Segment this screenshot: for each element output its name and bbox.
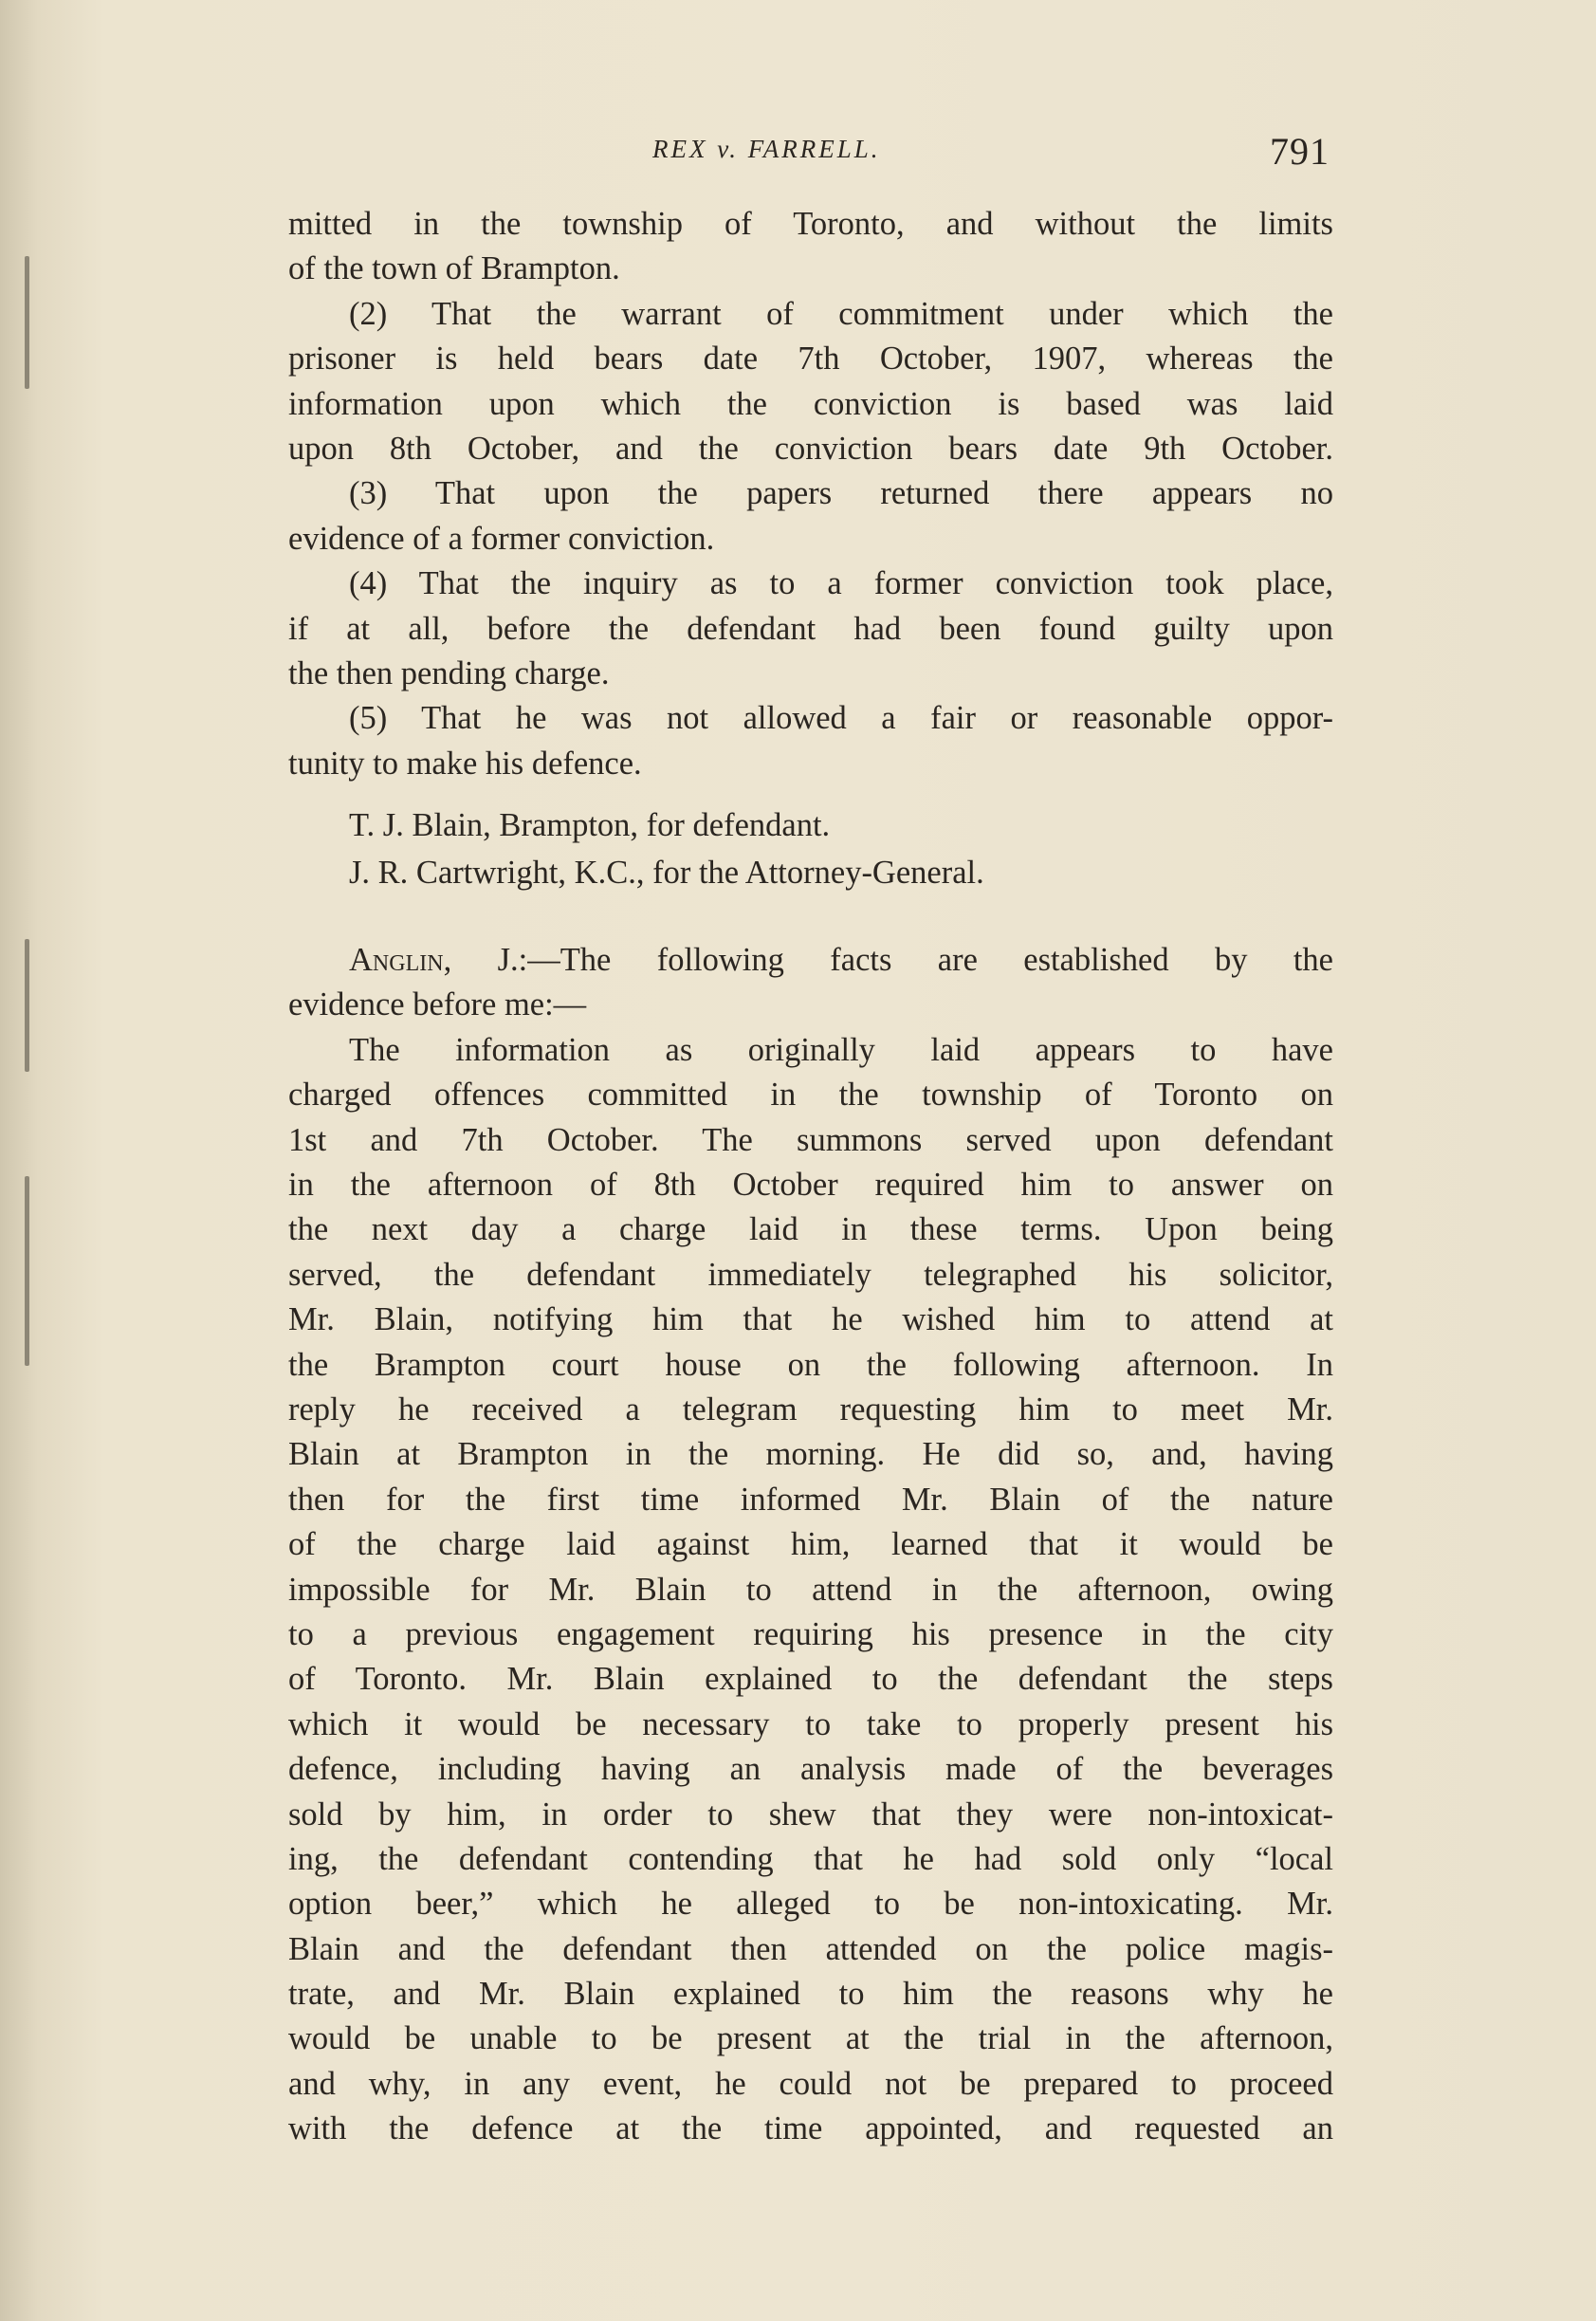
text-line: defence, including having an analysis made of the beverages (288, 1751, 1333, 1788)
text-line: (5) That he was not allowed a fair or reasonable oppor- (349, 700, 1333, 737)
text-line: tunity to make his defence. (288, 745, 642, 782)
text-line: Blain at Brampton in the morning. He did so, and, having (288, 1436, 1333, 1473)
text-line: charged offences committed in the township of Toronto on (288, 1077, 1333, 1114)
text-line: the next day a charge laid in these terms. Upon being (288, 1211, 1333, 1248)
text-line: of the charge laid against him, learned that it would be (288, 1526, 1333, 1563)
counsel-line: J. R. Cartwright, K.C., for the Attorney-General. (349, 855, 984, 892)
text-line: the then pending charge. (288, 654, 610, 691)
text-line: ing, the defendant contending that he had sold only “local (288, 1840, 1333, 1877)
text-line: (4) That the inquiry as to a former conviction took place, (349, 565, 1333, 602)
judgment-intro-text: :—The following facts are established by the (518, 942, 1333, 979)
text-line: the Brampton court house on the following afternoon. In (288, 1346, 1333, 1383)
text-line: evidence of a former conviction. (288, 520, 715, 557)
text-line: The information as originally laid appears to have (349, 1031, 1333, 1068)
text-line: sold by him, in order to shew that they were non-intoxicat- (288, 1796, 1333, 1833)
text-line: to a previous engagement requiring his presence in the city (288, 1615, 1333, 1652)
text-line: then for the first time informed Mr. Blain of the nature (288, 1481, 1333, 1518)
text-line: Blain and the defendant then attended on the police magis- (288, 1930, 1333, 1967)
text-line: served, the defendant immediately telegraphed his solicitor, (288, 1256, 1333, 1293)
text-line: impossible for Mr. Blain to attend in the afternoon, owing (288, 1571, 1333, 1608)
text-line: reply he received a telegram requesting him to meet Mr. (288, 1391, 1333, 1428)
binding-mark (25, 939, 29, 1072)
text-line: if at all, before the defendant had been found guilty upon (288, 610, 1333, 647)
text-line: would be unable to be present at the trial in the afternoon, (288, 2020, 1333, 2057)
text-line: of the town of Brampton. (288, 250, 620, 287)
body-text (288, 202, 1333, 2152)
running-head: REX v. FARRELL. (652, 135, 881, 163)
text-line: prisoner is held bears date 7th October, 1907, whereas the (288, 341, 1333, 378)
judge-name: Anglin, J. (349, 942, 519, 979)
text-line: (3) That upon the papers returned there appears no (349, 475, 1333, 512)
page-header (294, 129, 1330, 186)
text-line: evidence before me:— (288, 986, 587, 1023)
counsel-line: T. J. Blain, Brampton, for defendant. (349, 807, 831, 844)
text-line: with the defence at the time appointed, and requested an (288, 2110, 1333, 2147)
text-line: in the afternoon of 8th October required him to answer on (288, 1167, 1333, 1204)
text-line: (2) That the warrant of commitment under which the (349, 295, 1333, 332)
binding-mark (25, 1176, 29, 1366)
page-number: 791 (1270, 130, 1330, 173)
text-line: information upon which the conviction is based was laid (288, 385, 1333, 422)
text-line: option beer,” which he alleged to be non-intoxicating. Mr. (288, 1886, 1333, 1923)
text-line: of Toronto. Mr. Blain explained to the defendant the steps (288, 1661, 1333, 1698)
text-line: mitted in the township of Toronto, and without the limits (288, 206, 1333, 242)
text-line: Mr. Blain, notifying him that he wished him to attend at (288, 1301, 1333, 1338)
binding-mark (25, 256, 29, 389)
text-line: which it would be necessary to take to properly present his (288, 1705, 1333, 1742)
text-line: trate, and Mr. Blain explained to him the reasons why he (288, 1976, 1333, 2013)
judgment-intro (288, 938, 1333, 983)
text-line: and why, in any event, he could not be prepared to proceed (288, 2065, 1333, 2102)
text-line: upon 8th October, and the conviction bears date 9th October. (288, 430, 1333, 467)
text-line: 1st and 7th October. The summons served upon defendant (288, 1121, 1333, 1158)
